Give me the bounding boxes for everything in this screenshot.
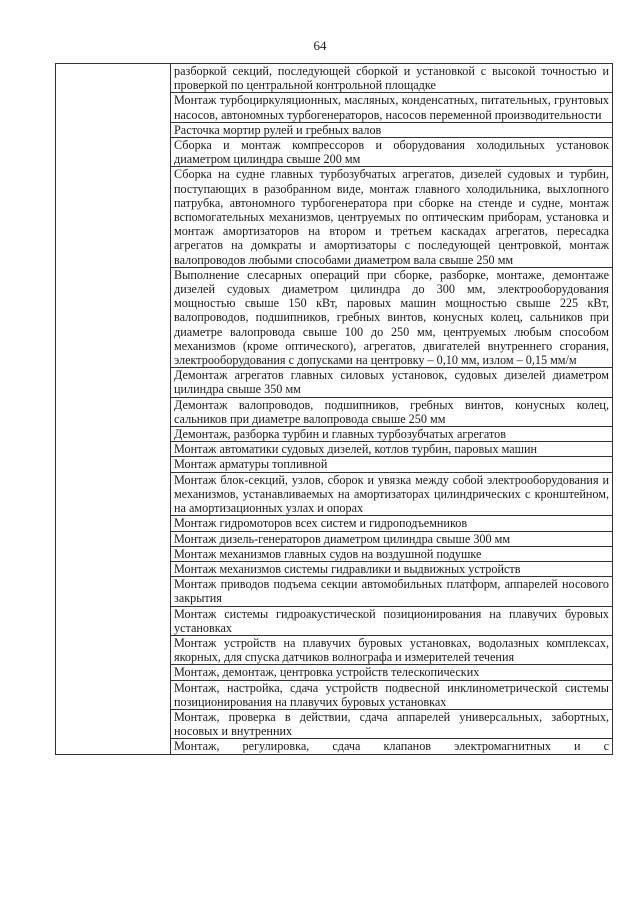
empty-left-column	[56, 64, 171, 755]
table-cell: Монтаж устройств на плавучих буровых установках, водолазных комплексах, якорных, для спуска датчиков волнографа и измерителей течения	[171, 635, 613, 664]
table-cell: Монтаж арматуры топливной	[171, 457, 613, 472]
table-cell: Демонтаж валопроводов, подшипников, гребных винтов, конусных колец, сальников при диаметре валопровода свыше 250 мм	[171, 397, 613, 426]
table-cell: Монтаж автоматики судовых дизелей, котлов турбин, паровых машин	[171, 442, 613, 457]
table-cell: Расточка мортир рулей и гребных валов	[171, 122, 613, 137]
table-cell: Сборка на судне главных турбозубчатых агрегатов, дизелей судовых и турбин, поступающих в разобранном виде, монтаж главного холодильника, выхлопного патрубка, автономного турбогенератора при сборке на стенде и судне, монтаж вспомогательных механизмов, центруемых по оптическим приборам, установка и монтаж амортизаторов на втором и третьем каскадах агрегатов, пересадка агрегатов на домкраты и амортизаторы с последующей центровкой, монтаж валопроводов любыми способами диаметром вала свыше 250 мм	[171, 167, 613, 267]
table-cell: разборкой секций, последующей сборкой и установкой с высокой точностью и проверкой по центральной контрольной площадке	[171, 64, 613, 93]
work-types-table	[55, 63, 613, 755]
table-cell: Монтаж системы гидроакустической позиционирования на плавучих буровых установках	[171, 606, 613, 635]
table-cell: Монтаж, проверка в действии, сдача аппарелей универсальных, забортных, носовых и внутренних	[171, 709, 613, 738]
table-row	[56, 64, 613, 93]
table-cell: Демонтаж агрегатов главных силовых установок, судовых дизелей диаметром цилиндра свыше 350 мм	[171, 368, 613, 397]
table-cell: Монтаж, регулировка, сдача клапанов электромагнитных и с	[171, 739, 613, 754]
table-cell: Монтаж, демонтаж, центровка устройств телескопических	[171, 665, 613, 680]
table-cell: Монтаж приводов подъема секции автомобильных платформ, аппарелей носового закрытия	[171, 577, 613, 606]
table-cell: Монтаж гидромоторов всех систем и гидроподъемников	[171, 516, 613, 531]
table-cell: Монтаж механизмов главных судов на воздушной подушке	[171, 546, 613, 561]
table-cell: Монтаж турбоциркуляционных, масляных, конденсатных, питательных, грунтовых насосов, автономных турбогенераторов, насосов переменной производительности	[171, 93, 613, 122]
table-cell: Монтаж дизель-генераторов диаметром цилиндра свыше 300 мм	[171, 531, 613, 546]
table-cell: Монтаж, настройка, сдача устройств подвесной инклинометрической системы позиционирования на плавучих буровых установках	[171, 680, 613, 709]
page-number: 64	[313, 38, 327, 53]
table-cell: Сборка и монтаж компрессоров и оборудования холодильных установок диаметром цилиндра свыше 200 мм	[171, 138, 613, 167]
table-cell: Монтаж блок-секций, узлов, сборок и увязка между собой электрооборудования и механизмов, устанавливаемых на амортизаторах цилиндрических с кронштейном, на амортизационных узлах и опорах	[171, 472, 613, 516]
table-cell: Монтаж механизмов системы гидравлики и выдвижных устройств	[171, 561, 613, 576]
table-cell: Демонтаж, разборка турбин и главных турбозубчатых агрегатов	[171, 427, 613, 442]
table-cell: Выполнение слесарных операций при сборке, разборке, монтаже, демонтаже дизелей судовых диаметром цилиндра до 300 мм, электрооборудования мощностью свыше 150 кВт, паровых машин мощностью свыше 225 кВт, валопроводов, подшипников, гребных винтов, конусных колец, сальников при диаметре валопровода свыше 100 до 250 мм, центруемых любым способом механизмов (кроме оптического), агрегатов, двигателей внутреннего сгорания, электрооборудования с допусками на центровку – 0,10 мм, излом – 0,15 мм/м	[171, 267, 613, 367]
